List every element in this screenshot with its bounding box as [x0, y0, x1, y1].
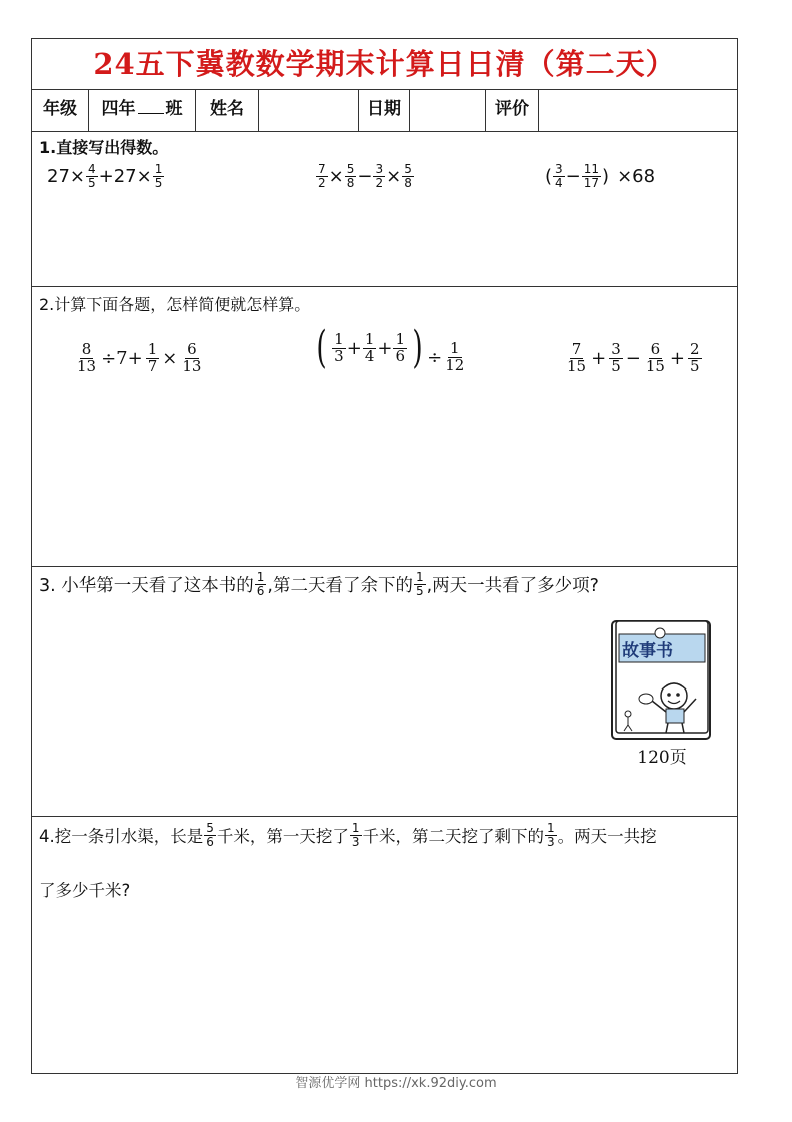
fraction: $\frac{3}{5}$ — [611, 340, 621, 375]
grade-value-prefix: 四年 — [101, 99, 136, 119]
fraction: $\frac{1}{5}$ — [415, 570, 424, 598]
date-field[interactable] — [410, 89, 486, 131]
storybook-pages: 120页 — [637, 748, 687, 768]
fraction: $\frac{1}{7}$ — [147, 340, 158, 375]
section-3 — [32, 567, 737, 817]
s2-expression-2: ( $\frac{1}{3}$ + $\frac{1}{4}$ + $\frac{1}{6}$ ) ÷ $\frac{1}{12}$ — [316, 322, 465, 374]
info-row — [32, 89, 737, 132]
fraction: $\frac{1}{3}$ — [351, 821, 360, 849]
section-2 — [32, 287, 737, 567]
storybook-icon — [610, 619, 714, 741]
fraction: $\frac{5}{6}$ — [206, 821, 214, 849]
s2-expression-3: $\frac{7}{15}$ + $\frac{3}{5}$ − $\frac{6}{15}$ + $\frac{2}{5}$ — [567, 340, 700, 375]
fraction: $\frac{1}{12}$ — [445, 339, 465, 374]
footer-watermark: 智源优学网 https://xk.92diy.com — [295, 1076, 497, 1091]
fraction: $\frac{3}{2}$ — [375, 162, 384, 190]
section-4-question-line-1: 4.挖一条引水渠，长是 $\frac{5}{6}$ 千米，第一天挖了 $\frac{1}{3}$ 千米，第二天挖了剩下的 $\frac{1}{3}$ 。两天一共挖 — [39, 821, 657, 849]
section-4 — [32, 817, 737, 1075]
storybook-illustration — [610, 619, 714, 768]
fraction: $\frac{6}{13}$ — [182, 340, 202, 375]
section-1 — [32, 131, 737, 287]
fraction: $\frac{6}{15}$ — [645, 340, 665, 375]
fraction: $\frac{7}{2}$ — [318, 162, 326, 190]
class-blank[interactable] — [138, 97, 164, 114]
rating-label: 评价 — [486, 89, 539, 131]
worksheet-title: 24五下冀教数学期末计算日日清（第二天） — [32, 39, 737, 90]
fraction: $\frac{4}{5}$ — [88, 162, 96, 190]
fraction: $\frac{2}{5}$ — [690, 340, 700, 375]
fraction: $\frac{1}{6}$ — [395, 330, 405, 365]
grade-value — [89, 89, 196, 131]
fraction: $\frac{1}{6}$ — [256, 570, 265, 598]
name-label: 姓名 — [196, 89, 259, 131]
s1-expression-1: 27× $\frac{4}{5}$ +27× $\frac{1}{5}$ — [47, 162, 163, 190]
name-field[interactable] — [259, 89, 359, 131]
grade-label: 年级 — [32, 89, 89, 131]
fraction: $\frac{1}{3}$ — [547, 821, 555, 849]
fraction: $\frac{7}{15}$ — [567, 340, 587, 375]
section-4-question-line-2: 了多少千米? — [39, 881, 131, 900]
fraction: $\frac{1}{3}$ — [334, 330, 344, 365]
fraction: $\frac{3}{4}$ — [555, 162, 563, 190]
s1-expression-2: $\frac{7}{2}$ × $\frac{5}{8}$ − $\frac{3}{2}$ × $\frac{5}{8}$ — [318, 162, 412, 190]
fraction: $\frac{5}{8}$ — [404, 162, 412, 190]
date-label: 日期 — [359, 89, 410, 131]
fraction: $\frac{8}{13}$ — [77, 340, 97, 375]
section-1-heading: 1.直接写出得数。 — [39, 138, 169, 157]
section-2-heading: 2.计算下面各题，怎样简便就怎样算。 — [39, 295, 311, 314]
fraction: $\frac{11}{17}$ — [583, 162, 600, 190]
s1-expression-3: ( $\frac{3}{4}$ − $\frac{11}{17}$ ) ×68 — [545, 162, 656, 190]
fraction: $\frac{1}{5}$ — [154, 162, 163, 190]
storybook-title: 故事书 — [622, 641, 673, 661]
s2-expression-1: $\frac{8}{13}$ ÷7+ $\frac{1}{7}$ × $\frac{6}{13}$ — [77, 340, 202, 375]
fraction: $\frac{5}{8}$ — [346, 162, 355, 190]
rating-field[interactable] — [539, 89, 739, 131]
grade-value-suffix: 班 — [165, 99, 183, 119]
worksheet — [31, 38, 738, 1074]
fraction: $\frac{1}{4}$ — [364, 330, 375, 365]
section-3-question: 3. 小华第一天看了这本书的 $\frac{1}{6}$ ,第二天看了余下的 $\frac{1}{5}$ ,两天一共看了多少项? — [39, 570, 599, 598]
